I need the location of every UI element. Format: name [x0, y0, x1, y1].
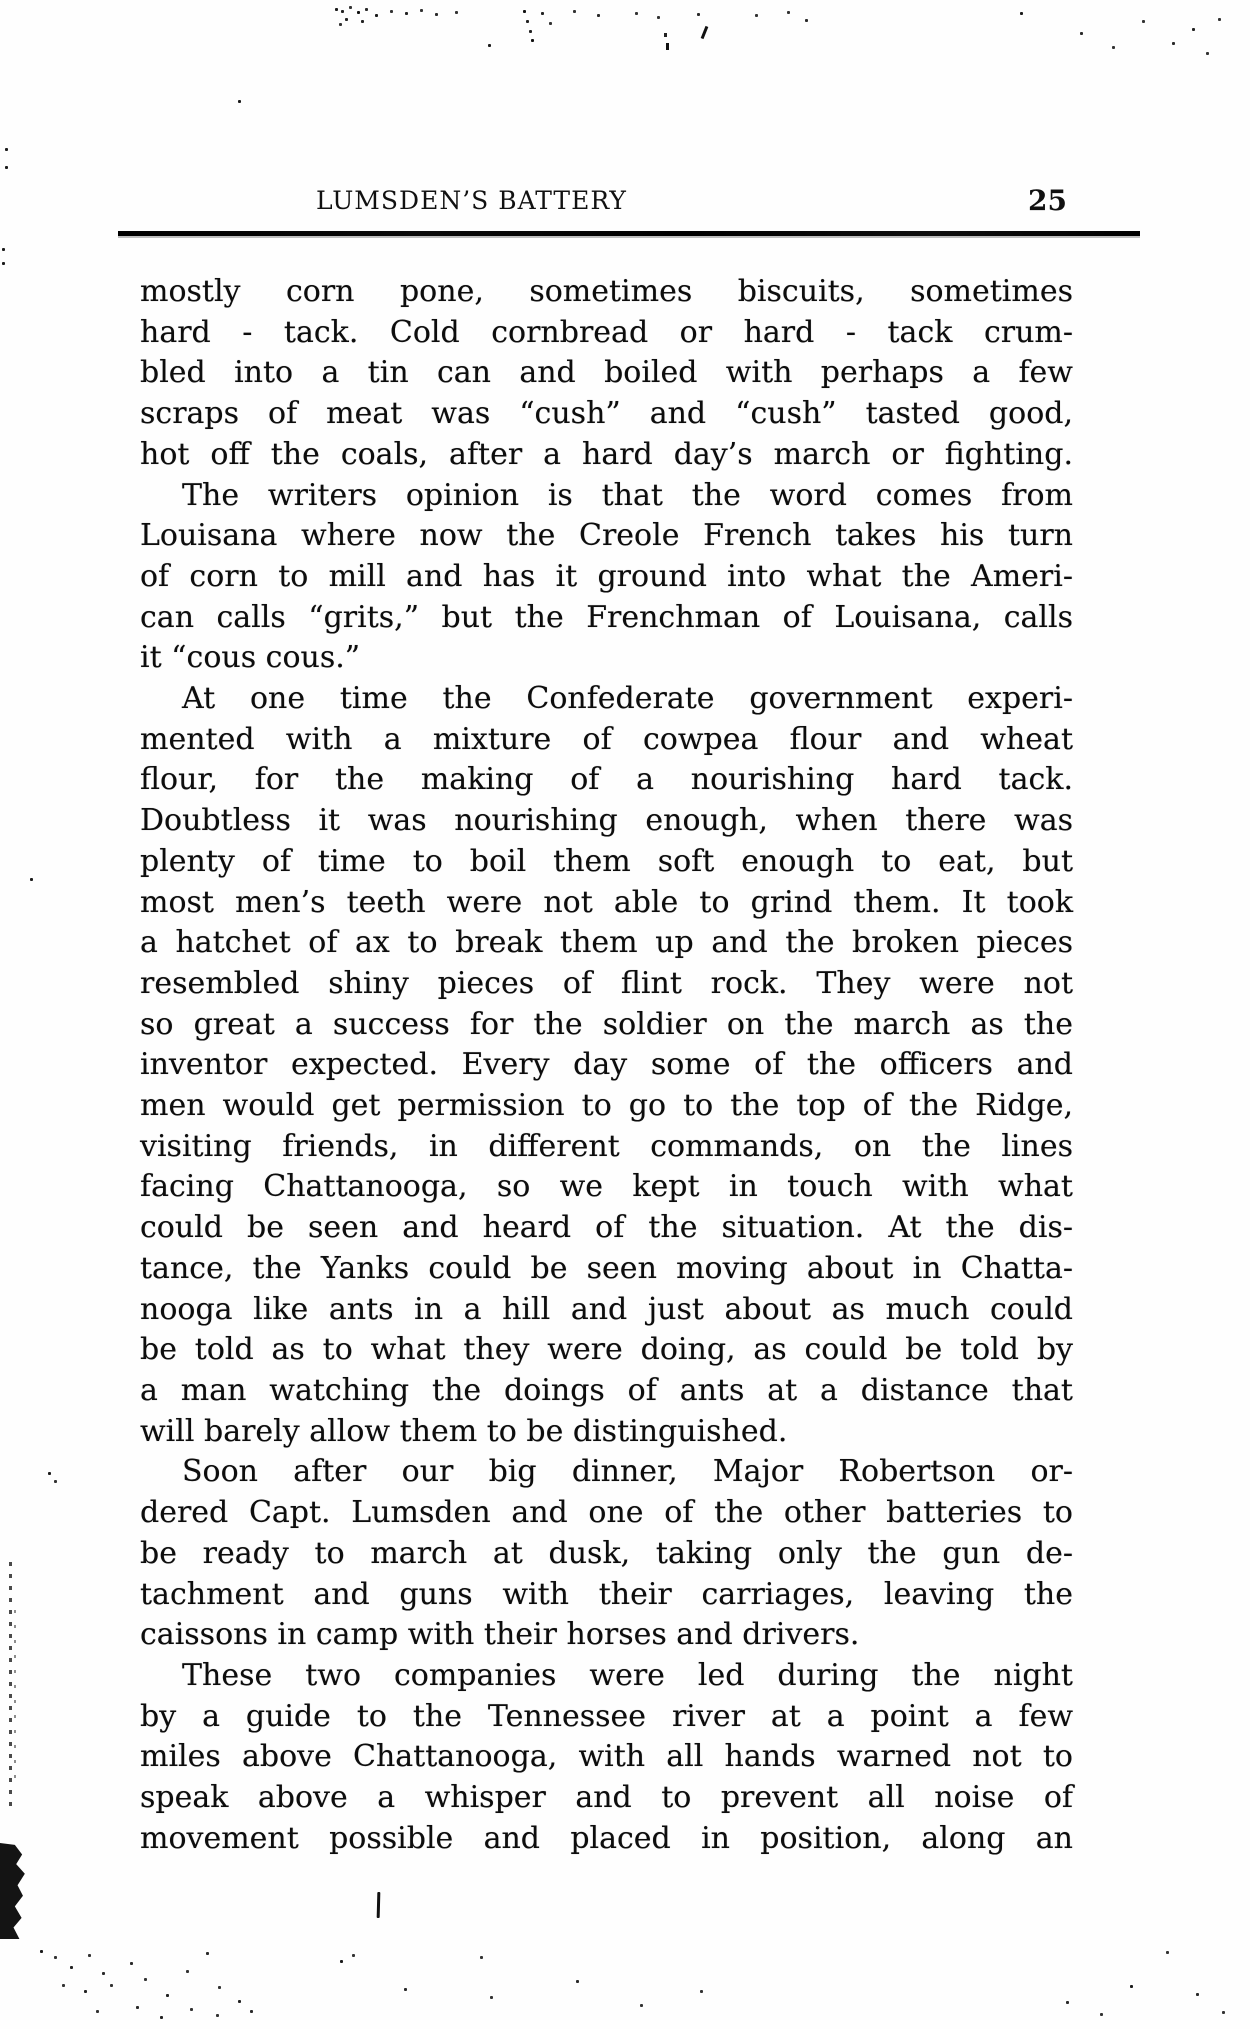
scan-artifact-vertical-tick [377, 1892, 381, 1918]
text-line: bled into a tin can and boiled with perhaps a few [140, 355, 1073, 391]
scan-artifact-bottom-speckles [1130, 1985, 1133, 1988]
text-line: mostly corn pone, sometimes biscuits, sometimes [140, 274, 1073, 309]
header-rule [118, 231, 1140, 236]
running-header-title: LUMSDEN’S BATTERY [316, 186, 627, 215]
text-line: plenty of time to boil them soft enough to eat, but [140, 843, 1073, 879]
text-line: The writers opinion is that the word comes from [182, 477, 1073, 513]
text-line: hard - tack. Cold cornbread or hard - tack crum- [140, 314, 1073, 350]
text-line: movement possible and placed in position, along an [140, 1820, 1073, 1856]
text-line: flour, for the making of a nourishing hard tack. [140, 762, 1073, 798]
text-line: Soon after our big dinner, Major Robertson or- [182, 1454, 1073, 1490]
text-line: caissons in camp with their horses and drivers. [140, 1617, 860, 1653]
text-line: Doubtless it was nourishing enough, when there was [140, 803, 1073, 839]
text-line: resembled shiny pieces of flint rock. They were not [140, 965, 1073, 1001]
scan-artifact-dot [2, 262, 5, 265]
text-line: most men’s teeth were not able to grind them. It took [140, 884, 1073, 920]
text-line: Louisana where now the Creole French takes his turn [140, 518, 1073, 554]
text-line: a man watching the doings of ants at a distance that [140, 1372, 1073, 1408]
text-line: These two companies were led during the night [182, 1657, 1073, 1693]
text-line: facing Chattanooga, so we kept in touch with what [140, 1169, 1073, 1205]
text-line: scraps of meat was “cush” and “cush” tasted good, [140, 396, 1073, 432]
scan-artifact-dot [488, 44, 491, 47]
scan-artifact-top-right-speckles [1020, 12, 1023, 15]
text-line: tance, the Yanks could be seen moving about in Chatta- [140, 1250, 1073, 1286]
scan-artifact-binding-streak [9, 1562, 12, 1807]
text-line: miles above Chattanooga, with all hands warned not to [140, 1739, 1073, 1775]
page-text [140, 272, 1073, 1859]
text-line: men would get permission to go to the top of the Ridge, [140, 1088, 1073, 1124]
scan-artifact-bottom-speckles [40, 1950, 43, 1953]
text-line: speak above a whisper and to prevent all noise of [140, 1780, 1073, 1816]
text-line: dered Capt. Lumsden and one of the other batteries to [140, 1495, 1073, 1531]
text-line: a hatchet of ax to break them up and the broken pieces [140, 925, 1073, 961]
text-line: could be seen and heard of the situation. At the dis- [140, 1210, 1073, 1246]
text-line: tachment and guns with their carriages, leaving the [140, 1576, 1073, 1612]
scan-artifact-dot [30, 878, 33, 881]
text-line: of corn to mill and has it ground into what the Ameri- [140, 558, 1073, 594]
scan-artifact-slash [701, 26, 709, 39]
text-line: will barely allow them to be distinguished. [140, 1413, 788, 1449]
page-number: 25 [1028, 184, 1067, 217]
text-line: mented with a mixture of cowpea flour and wheat [140, 721, 1073, 757]
text-line: be ready to march at dusk, taking only the gun de- [140, 1535, 1073, 1571]
scan-artifact-dot [238, 100, 241, 103]
text-line: be told as to what they were doing, as could be told by [140, 1332, 1073, 1368]
text-line: can calls “grits,” but the Frenchman of Louisana, calls [140, 599, 1073, 635]
text-line: visiting friends, in different commands, on the lines [140, 1128, 1073, 1164]
text-line: so great a success for the soldier on the march as the [140, 1006, 1073, 1042]
scan-artifact-dot [2, 248, 5, 251]
scan-artifact-binding-blob [0, 1843, 27, 1939]
text-line: it “cous cous.” [140, 640, 361, 676]
text-line: hot off the coals, after a hard day’s march or fighting. [140, 436, 1073, 472]
scan-artifact-bottom-speckles [340, 1960, 343, 1963]
scan-artifact-top-speckles [335, 8, 338, 11]
text-line: At one time the Confederate government experi- [182, 681, 1073, 717]
text-line: nooga like ants in a hill and just about as much could [140, 1291, 1073, 1327]
text-line: by a guide to the Tennessee river at a point a few [140, 1698, 1073, 1734]
scan-artifact-dot [5, 148, 8, 151]
scan-artifact-dot [48, 1472, 51, 1475]
scan-artifact-tick-marks [664, 33, 667, 37]
scan-artifact-dot [5, 166, 8, 169]
scan-artifact-binding-streak [14, 1610, 16, 1780]
text-line: inventor expected. Every day some of the officers and [140, 1047, 1073, 1083]
